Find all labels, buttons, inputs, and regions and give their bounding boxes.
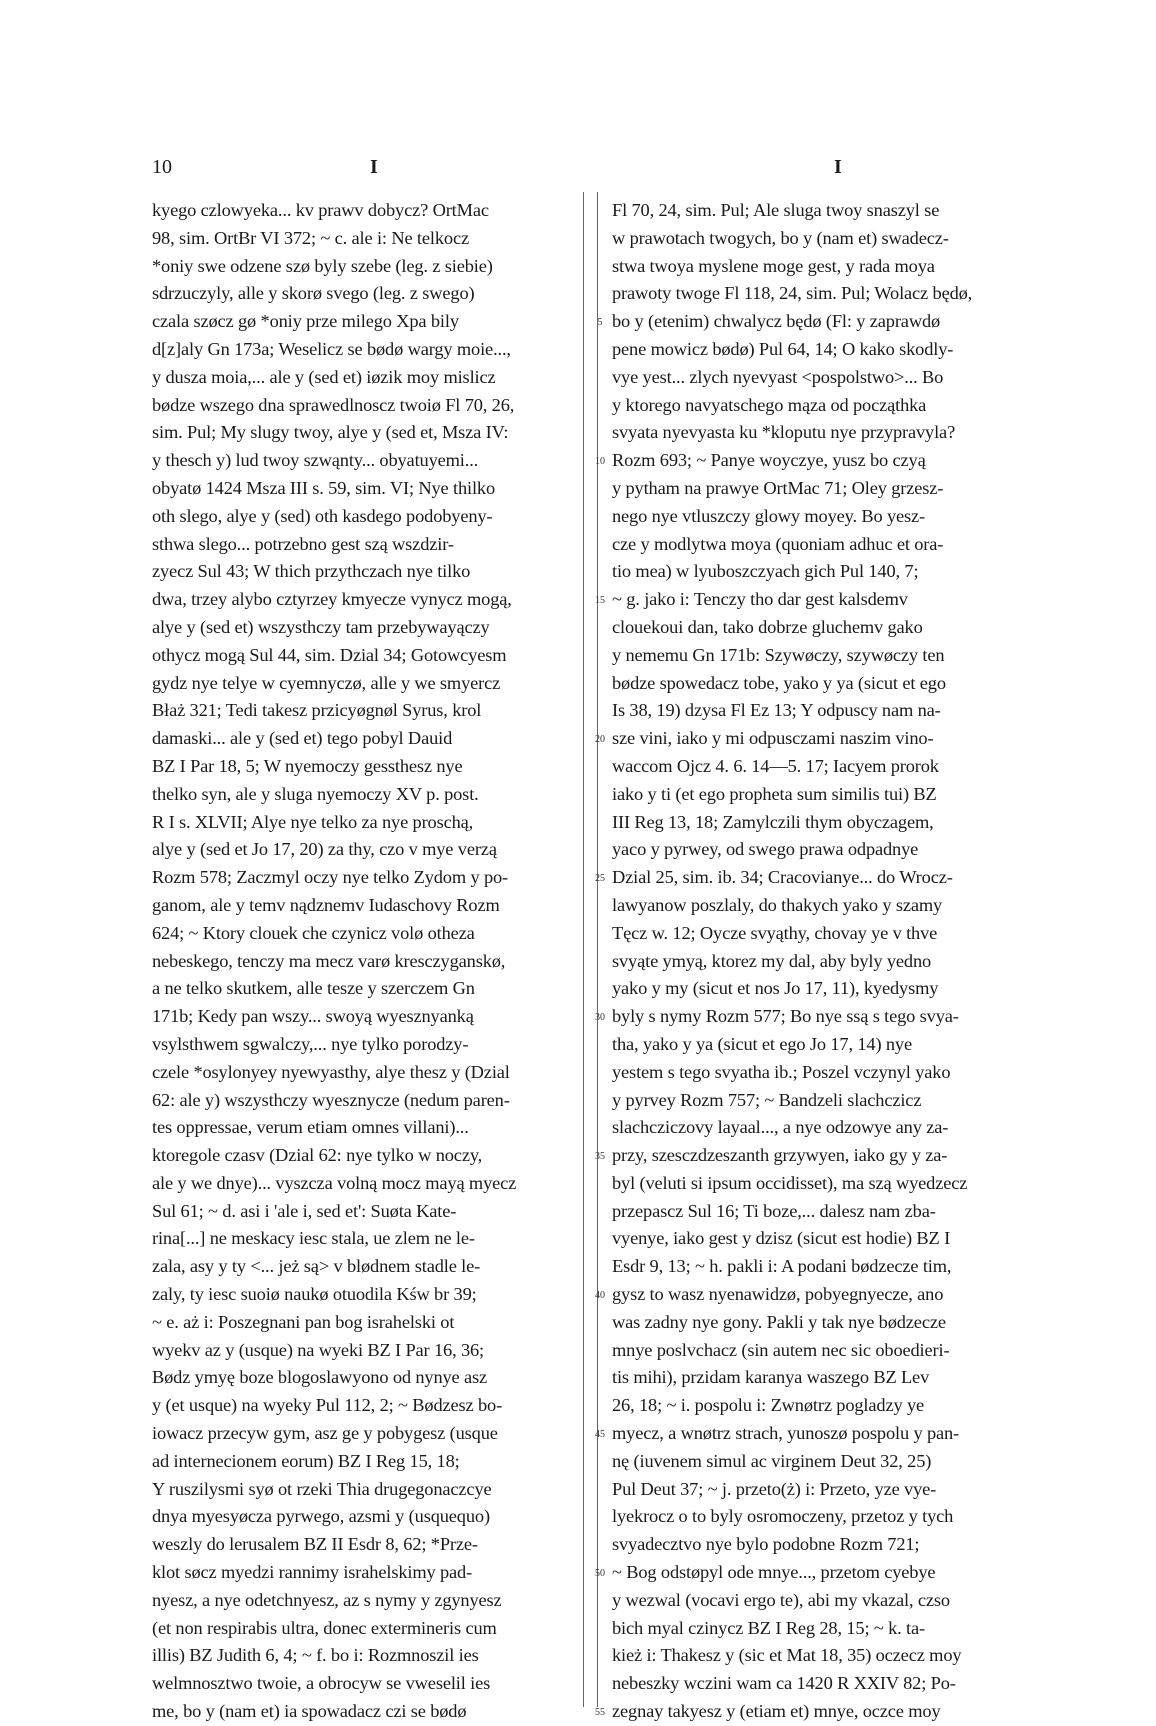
text-line: bich myal czinycz BZ I Reg 28, 15; ~ k. ta- bbox=[612, 1617, 925, 1638]
text-line: vyenye, iako gest y dzisz (sicut est hodie) BZ I bbox=[612, 1228, 951, 1249]
page-number: 10 bbox=[152, 156, 172, 178]
text-line: myecz, a wnøtrz strach, yunoszø pospolu y pan- bbox=[612, 1423, 960, 1444]
text-line: czele *osylonyey nyewyasthy, alye thesz y (Dzial bbox=[152, 1061, 510, 1082]
text-line: sdrzuczyly, alle y skorø svego (leg. z swego) bbox=[152, 283, 475, 304]
text-line: nebeskego, tenczy ma mecz varø kresczyganskø, bbox=[152, 950, 506, 971]
text-line: czala szøcz gø *oniy prze milego Xpa bily bbox=[152, 311, 459, 332]
text-line: tes oppressae, verum etiam omnes villani)... bbox=[152, 1117, 469, 1138]
text-line: zala, asy y ty <... jeż są> v blødnem stadle le- bbox=[152, 1256, 481, 1277]
text-line: ad internecionem eorum) BZ I Reg 15, 18; bbox=[152, 1450, 460, 1471]
text-line: othycz mogą Sul 44, sim. Dzial 34; Gotowcyesm bbox=[152, 644, 507, 665]
text-line: 62: ale y) wszysthczy wyesznycze (nedum paren- bbox=[152, 1089, 510, 1110]
text-line: weszly do lerusalem BZ II Esdr 8, 62; *Prze- bbox=[152, 1534, 478, 1555]
text-line: 171b; Kedy pan wszy... swoyą wyesznyanką bbox=[152, 1006, 474, 1027]
text-line: gydz nye telye w cyemnyczø, alle y we smyercz bbox=[152, 672, 501, 693]
line-number: 45 bbox=[595, 1429, 605, 1441]
text-line: byl (veluti si ipsum occidisset), ma szą wyedzecz bbox=[612, 1172, 968, 1193]
text-line: y thesch y) lud twoy szwąnty... obyatuyemi... bbox=[152, 450, 479, 471]
left-column-header-letter: I bbox=[370, 156, 378, 178]
line-number: 30 bbox=[595, 1012, 605, 1024]
text-line: slachcziczovy layaal..., a nye odzowye any za- bbox=[612, 1117, 949, 1138]
text-line: kież i: Thakesz y (sic et Mat 18, 35) oczecz moy bbox=[612, 1645, 962, 1666]
text-line: klot søcz myedzi rannimy israhelskimy pad- bbox=[152, 1562, 473, 1583]
text-line: yestem s tego svyatha ib.; Poszel vczynyl yako bbox=[612, 1061, 951, 1082]
text-line: ~ Bog odstøpyl ode mnye..., przetom cyebye bbox=[612, 1562, 936, 1583]
text-line: ~ e. aż i: Poszegnani pan bog israhelski ot bbox=[152, 1311, 455, 1332]
right-text-column bbox=[612, 197, 1055, 1726]
text-line: rina[...] ne meskacy iesc stala, ue zlem ne le- bbox=[152, 1228, 475, 1249]
text-line: *oniy swe odzene szø byly szebe (leg. z siebie) bbox=[152, 255, 493, 276]
text-line: bødze wszego dna sprawedlnoscz twoiø Fl 70, 26, bbox=[152, 394, 515, 415]
text-line: ale y we dnye)... vyszcza volną mocz mayą myecz bbox=[152, 1172, 517, 1193]
text-line: oth slego, alye y (sed) oth kasdego podobyeny- bbox=[152, 505, 493, 526]
text-line: wyekv az y (usque) na wyeki BZ I Par 16, 36; bbox=[152, 1339, 485, 1360]
text-line: sze vini, iako y mi odpusczami naszim vino- bbox=[612, 728, 934, 749]
text-line: illis) BZ Judith 6, 4; ~ f. bo i: Rozmnoszil ies bbox=[152, 1645, 479, 1666]
text-line: Rozm 578; Zaczmyl oczy nye telko Zydom y po- bbox=[152, 867, 509, 888]
text-line: iako y ti (et ego propheta sum similis tui) BZ bbox=[612, 783, 937, 804]
text-line: (et non respirabis ultra, donec extermineris cum bbox=[152, 1617, 497, 1638]
text-line: lawyanow poszlaly, do thakych yako y szamy bbox=[612, 894, 943, 915]
text-line: obyatø 1424 Msza III s. 59, sim. VI; Nye thilko bbox=[152, 477, 496, 498]
right-column-header-letter: I bbox=[834, 156, 842, 178]
text-line: vsylsthwem sgwalczy,... nye tylko porodzy- bbox=[152, 1033, 469, 1054]
text-line: R I s. XLVII; Alye nye telko za nye proschą, bbox=[152, 811, 474, 832]
text-line: a ne telko skutkem, alle tesze y szerczem Gn bbox=[152, 978, 475, 999]
text-line: Fl 70, 24, sim. Pul; Ale sluga twoy snaszyl se bbox=[612, 200, 940, 220]
text-line: Dzial 25, sim. ib. 34; Cracovianye... do Wrocz- bbox=[612, 867, 953, 888]
text-line: zyecz Sul 43; W thich przythczach nye tilko bbox=[152, 561, 471, 582]
text-line: 26, 18; ~ i. pospolu i: Zwnøtrz pogladzy ye bbox=[612, 1395, 925, 1416]
text-line: ktoregole czasv (Dzial 62: nye tylko w noczy, bbox=[152, 1145, 483, 1166]
text-line: Pul Deut 37; ~ j. przeto(ż) i: Przeto, yze vye- bbox=[612, 1478, 937, 1499]
text-line: BZ I Par 18, 5; W nyemoczy gessthesz nye bbox=[152, 755, 463, 776]
text-line: 98, sim. OrtBr VI 372; ~ c. ale i: Ne telkocz bbox=[152, 227, 469, 248]
text-line: przy, szesczdzeszanth grzywyen, iako gy y za- bbox=[612, 1145, 948, 1166]
text-line: tis mihi), przidam karanya waszego BZ Lev bbox=[612, 1367, 930, 1388]
text-line: y pytham na prawye OrtMac 71; Oley grzesz- bbox=[612, 477, 944, 498]
text-line: alye y (sed et) wszysthczy tam przebywayączy bbox=[152, 616, 490, 637]
line-number: 55 bbox=[595, 1707, 605, 1719]
text-line: thelko syn, ale y sluga nyemoczy XV p. post. bbox=[152, 783, 479, 804]
text-line: iowacz przecyw gym, asz ge y pobygesz (usque bbox=[152, 1423, 498, 1444]
text-line: y nememu Gn 171b: Szywøczy, szywøczy ten bbox=[612, 644, 945, 665]
line-number: 20 bbox=[595, 734, 605, 746]
text-line: svyata nyevyasta ku *kloputu nye przypravyla? bbox=[612, 422, 956, 443]
text-line: tha, yako y ya (sicut et ego Jo 17, 14) nye bbox=[612, 1033, 912, 1054]
text-line: prawoty twoge Fl 118, 24, sim. Pul; Wolacz będø, bbox=[612, 283, 973, 304]
text-line: y dusza moia,... ale y (sed et) iøzik moy mislicz bbox=[152, 366, 496, 387]
left-text-column bbox=[152, 197, 579, 1726]
text-line: byly s nymy Rozm 577; Bo nye ssą s tego svya- bbox=[612, 1006, 959, 1027]
line-number: 15 bbox=[595, 595, 605, 607]
line-number: 5 bbox=[597, 317, 603, 329]
text-line: przepascz Sul 16; Ti boze,... dalesz nam zba- bbox=[612, 1200, 936, 1221]
text-line: tio mea) w lyuboszczyach gich Pul 140, 7; bbox=[612, 561, 919, 582]
text-line: w prawotach twogych, bo y (nam et) swadecz- bbox=[612, 227, 949, 248]
text-line: ~ g. jako i: Tenczy tho dar gest kalsdemv bbox=[612, 589, 908, 610]
text-line: nego nye vtluszczy glowy moyey. Bo yesz- bbox=[612, 505, 926, 526]
line-number: 25 bbox=[595, 873, 605, 885]
text-line: me, bo y (nam et) ia spowadacz czi se bødø bbox=[152, 1701, 467, 1722]
text-line: 624; ~ Ktory clouek che czynicz volø otheza bbox=[152, 922, 475, 943]
text-line: Esdr 9, 13; ~ h. pakli i: A podani bødzecze tim, bbox=[612, 1256, 952, 1277]
text-line: dwa, trzey alybo cztyrzey kmyecze vynycz mogą, bbox=[152, 589, 512, 610]
line-number: 10 bbox=[595, 456, 605, 468]
text-line: y (et usque) na wyeky Pul 112, 2; ~ Bødzesz bo- bbox=[152, 1395, 503, 1416]
text-line: bo y (etenim) chwalycz będø (Fl: y zaprawdø bbox=[612, 311, 941, 332]
text-line: lyekrocz o to byly osromoczeny, przetoz y tych bbox=[612, 1506, 954, 1527]
line-number: 35 bbox=[595, 1151, 605, 1163]
line-number: 40 bbox=[595, 1290, 605, 1302]
text-line: yako y my (sicut et nos Jo 17, 11), kyedysmy bbox=[612, 978, 939, 999]
text-line: zaly, ty iesc suoiø naukø otuodila Kśw br 39; bbox=[152, 1284, 477, 1305]
text-line: alye y (sed et Jo 17, 20) za thy, czo v mye verzą bbox=[152, 839, 497, 860]
text-line: Błaż 321; Tedi takesz przicyøgnøl Syrus, krol bbox=[152, 700, 482, 721]
text-line: stwa twoya myslene moge gest, y rada moya bbox=[612, 255, 935, 276]
text-line: nyesz, a nye odetchnyesz, az s nymy y zgynyesz bbox=[152, 1589, 502, 1610]
text-line: Sul 61; ~ d. asi i 'ale i, sed et': Suøta Kate- bbox=[152, 1200, 457, 1221]
text-line: sthwa slego... potrzebno gest szą wszdzir- bbox=[152, 533, 454, 554]
text-line: svyąte ymyą, ktorez my dal, aby byly yedno bbox=[612, 950, 932, 971]
text-line: was zadny nye gony. Pakli y tak nye bødzecze bbox=[612, 1311, 946, 1332]
text-line: Rozm 693; ~ Panye woyczye, yusz bo czyą bbox=[612, 450, 926, 471]
text-line: waccom Ojcz 4. 6. 14—5. 17; Iacyem prorok bbox=[612, 755, 939, 776]
line-number: 50 bbox=[595, 1568, 605, 1580]
text-line: damaski... ale y (sed et) tego pobyl Dauid bbox=[152, 728, 453, 749]
text-line: mnye poslvchacz (sin autem nec sic oboedieri- bbox=[612, 1339, 950, 1360]
text-line: yaco y pyrwey, od swego prawa odpadnye bbox=[612, 839, 919, 860]
text-line: pene mowicz bødø) Pul 64, 14; O kako skodly- bbox=[612, 338, 954, 359]
text-line: nę (iuvenem simul ac virginem Deut 32, 25) bbox=[612, 1450, 932, 1471]
text-line: gysz to wasz nyenawidzø, pobyegnyecze, ano bbox=[612, 1284, 944, 1305]
text-line: Is 38, 19) dzysa Fl Ez 13; Y odpuscy nam na- bbox=[612, 700, 941, 721]
text-line: vye yest... zlych nyevyast <pospolstwo>... Bo bbox=[612, 366, 944, 387]
text-line: Bødz ymyę boze blogoslawyono od nynye asz bbox=[152, 1367, 488, 1388]
text-line: welmnosztwo twoie, a obrocyw se vweselil ies bbox=[152, 1673, 491, 1694]
text-line: cze y modlytwa moya (quoniam adhuc et ora- bbox=[612, 533, 944, 554]
text-line: clouekoui dan, tako dobrze gluchemv gako bbox=[612, 616, 923, 637]
text-line: svyadecztvo nye bylo podobne Rozm 721; bbox=[612, 1534, 920, 1555]
text-line: y pyrvey Rozm 757; ~ Bandzeli slachczicz bbox=[612, 1089, 922, 1110]
text-line: sim. Pul; My slugy twoy, alye y (sed et, Msza IV: bbox=[152, 422, 509, 443]
text-line: y ktorego navyatschego mąza od począthka bbox=[612, 394, 927, 415]
text-line: kyego czlowyeka... kv prawv dobycz? OrtMac bbox=[152, 200, 489, 220]
text-line: zegnay takyesz y (etiam et) mnye, oczce moy bbox=[612, 1701, 941, 1722]
text-line: III Reg 13, 18; Zamylczili thym obyczagem, bbox=[612, 811, 934, 832]
text-line: d[z]aly Gn 173a; Weselicz se bødø wargy moie..., bbox=[152, 338, 511, 359]
text-line: bødze spowedacz tobe, yako y ya (sicut et ego bbox=[612, 672, 946, 693]
column-divider-left bbox=[583, 192, 584, 1707]
text-line: dnya myesyøcza pyrwego, azsmi y (usquequo) bbox=[152, 1506, 490, 1527]
text-line: nebeszky wczini wam ca 1420 R XXIV 82; Po- bbox=[612, 1673, 956, 1694]
text-line: y wezwal (vocavi ergo te), abi my vkazal, czso bbox=[612, 1589, 950, 1610]
text-line: Tęcz w. 12; Oycze svyąthy, chovay ye v thve bbox=[612, 922, 938, 943]
column-divider-right bbox=[597, 192, 598, 1707]
text-line: Y ruszilysmi syø ot rzeki Thia drugegonaczcye bbox=[152, 1478, 492, 1499]
text-line: ganom, ale y temv nądznemv Iudaschovy Rozm bbox=[152, 894, 500, 915]
